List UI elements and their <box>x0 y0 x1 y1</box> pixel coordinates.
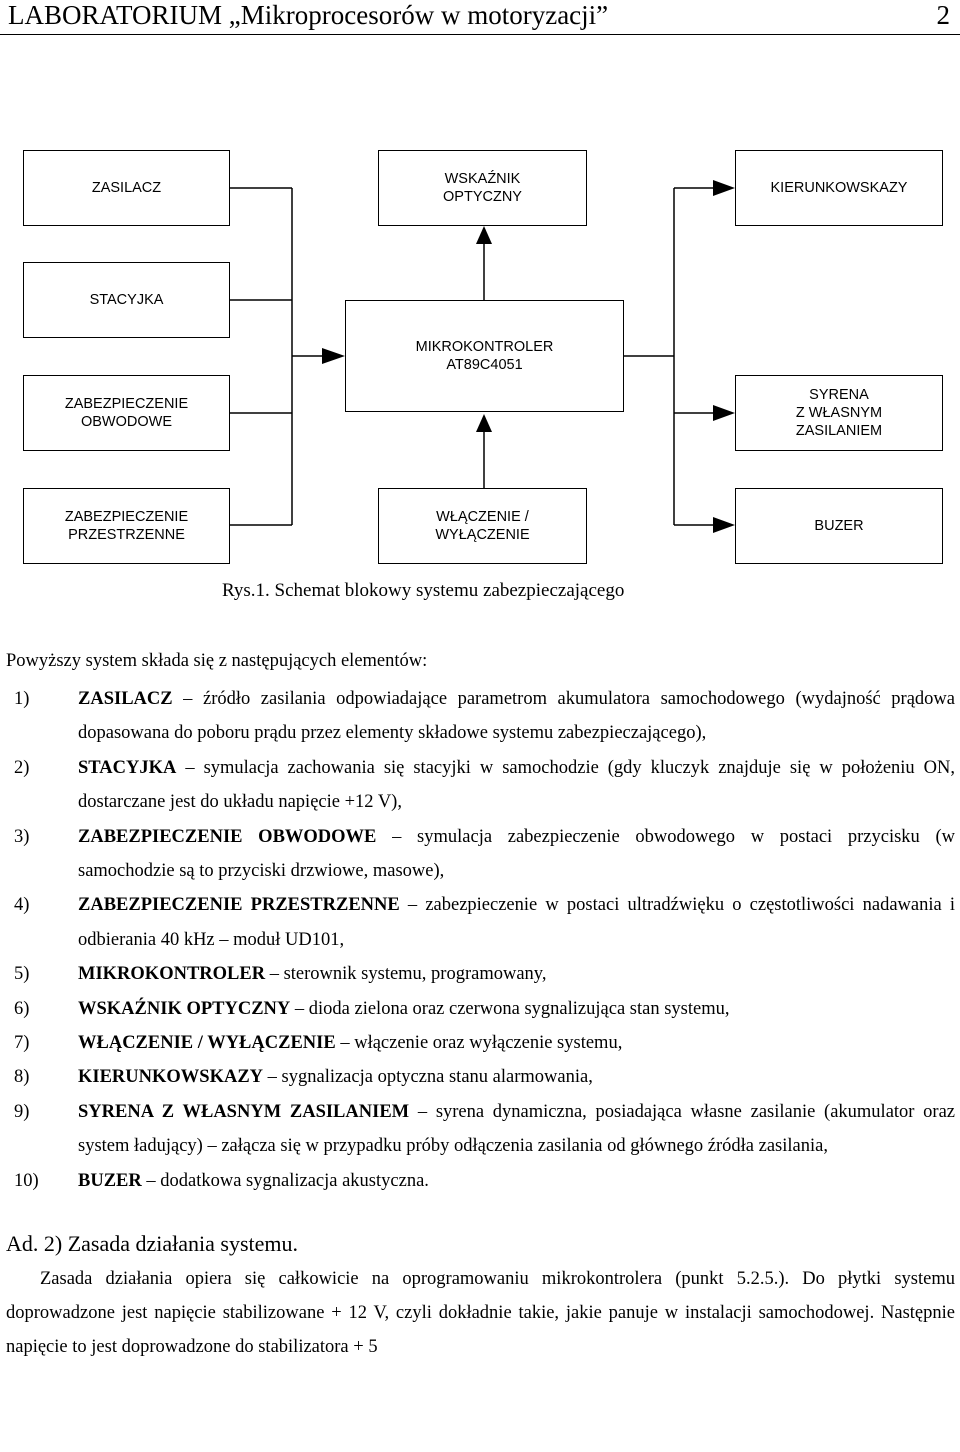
section-paragraph: Zasada działania opiera się całkowicie na oprogramowaniu mikrokontrolera (punkt 5.2.5.). Do płytki systemu doprowadzone jest napięcie stabilizowane + 12 V, czyli dokładnie takie, jakie panuje w instalacji samochodowej. Następnie napięcie to jest doprowadzone do stabilizatora + 5 <box>6 1269 955 1358</box>
list-item-description: zabezpieczenie w postaci ultradźwięku o częstotliwości nadawania i odbierania 40 kHz – moduł UD101, <box>78 895 956 950</box>
list-item-number: 3) <box>14 826 30 847</box>
list-item-number: 8) <box>14 1067 30 1088</box>
block-wlaczenie-wylaczenie: WŁĄCZENIE / WYŁĄCZENIE <box>378 488 587 564</box>
document-body <box>6 648 955 1364</box>
list-item-description: włączenie oraz wyłączenie systemu, <box>354 1033 623 1054</box>
list-item <box>6 888 955 957</box>
section-heading: Ad. 2) Zasada działania systemu. <box>6 1231 299 1257</box>
list-item-description: symulacja zachowania się stacyjki w samochodzie (gdy kluczyk znajduje się w położeniu ON, dostarczane jest do układu napięcie +12 V), <box>78 757 956 813</box>
list-item <box>6 1164 955 1198</box>
figure-caption: Rys.1. Schemat blokowy systemu zabezpieczającego <box>222 580 625 601</box>
list-item-number: 4) <box>14 895 30 916</box>
list-item <box>6 992 955 1026</box>
list-item-name: ZABEZPIECZENIE OBWODOWE <box>78 826 377 847</box>
list-item-number: 9) <box>14 1101 30 1122</box>
list-item <box>6 682 955 751</box>
list-item <box>6 1060 955 1094</box>
list-item <box>6 957 955 991</box>
list-item-name: STACYJKA <box>78 757 177 778</box>
list-item <box>6 1095 955 1164</box>
block-diagram <box>0 140 960 580</box>
list-item-description: symulacja zabezpieczenie obwodowego w postaci przycisku (w samochodzie są to przyciski drzwiowe, masowe), <box>78 826 956 882</box>
list-item-name: WŁĄCZENIE / WYŁĄCZENIE <box>78 1033 336 1054</box>
list-item-name: ZABEZPIECZENIE PRZESTRZENNE <box>78 895 400 916</box>
list-item-number: 7) <box>14 1033 30 1054</box>
list-item-dash: – <box>141 1170 161 1191</box>
list-item-number: 1) <box>14 689 30 709</box>
block-zabezpieczenie-obwodowe: ZABEZPIECZENIE OBWODOWE <box>23 375 230 451</box>
list-item-name: ZASILACZ <box>78 689 173 709</box>
list-item-description: źródło zasilania odpowiadające parametrom akumulatora samochodowego (wydajność prądowa dopasowana do poboru prądu przez elementy składowe systemu zabezpieczającego), <box>78 689 956 744</box>
list-intro: Powyższy system składa się z następujących elementów: <box>6 651 428 671</box>
list-item-number: 6) <box>14 998 30 1019</box>
list-item-dash: – <box>290 998 309 1019</box>
list-item <box>6 1026 955 1060</box>
list-item-number: 5) <box>14 964 30 985</box>
list-item-dash: – <box>172 689 203 709</box>
list-item-description: sterownik systemu, programowany, <box>283 964 547 985</box>
list-item-description: sygnalizacja optyczna stanu alarmowania, <box>281 1067 593 1088</box>
list-item-dash: – <box>335 1033 355 1054</box>
list-item-dash: – <box>176 757 204 778</box>
block-syrena: SYRENA Z WŁASNYM ZASILANIEM <box>735 375 943 451</box>
header-title: LABORATORIUM „Mikroprocesorów w motoryzacji” <box>8 0 609 30</box>
block-zasilacz: ZASILACZ <box>23 150 230 226</box>
list-item-name: BUZER <box>78 1170 142 1191</box>
component-list <box>6 682 955 1198</box>
list-item-dash: – <box>409 1101 436 1122</box>
list-item-name: WSKAŹNIK OPTYCZNY <box>78 998 291 1019</box>
list-item-dash: – <box>376 826 418 847</box>
list-item-description: dodatkowa sygnalizacja akustyczna. <box>160 1170 429 1191</box>
list-item-name: SYRENA Z WŁASNYM ZASILANIEM <box>78 1101 410 1122</box>
block-kierunkowskazy: KIERUNKOWSKAZY <box>735 150 943 226</box>
block-mikrokontroler: MIKROKONTROLER AT89C4051 <box>345 300 624 412</box>
list-item <box>6 820 955 889</box>
list-item-dash: – <box>399 895 426 916</box>
page-header <box>0 0 960 35</box>
list-item-dash: – <box>263 1067 282 1088</box>
block-stacyjka: STACYJKA <box>23 262 230 338</box>
list-item-name: MIKROKONTROLER <box>78 964 266 985</box>
list-item-dash: – <box>265 964 284 985</box>
block-buzer: BUZER <box>735 488 943 564</box>
page-number: 2 <box>936 0 950 30</box>
block-zabezpieczenie-przestrzenne: ZABEZPIECZENIE PRZESTRZENNE <box>23 488 230 564</box>
list-item-name: KIERUNKOWSKAZY <box>78 1067 264 1088</box>
list-item <box>6 751 955 820</box>
list-item-description: dioda zielona oraz czerwona sygnalizująca stan systemu, <box>308 998 730 1019</box>
block-wskaznik-optyczny: WSKAŹNIK OPTYCZNY <box>378 150 587 226</box>
list-item-description: syrena dynamiczna, posiadająca własne zasilanie (akumulator oraz system ładujący) – załącza się w przypadku próby odłączenia zasilania od głównego źródła zasilania, <box>78 1101 955 1157</box>
list-item-number: 2) <box>14 757 30 778</box>
list-item-number: 10) <box>14 1170 39 1191</box>
